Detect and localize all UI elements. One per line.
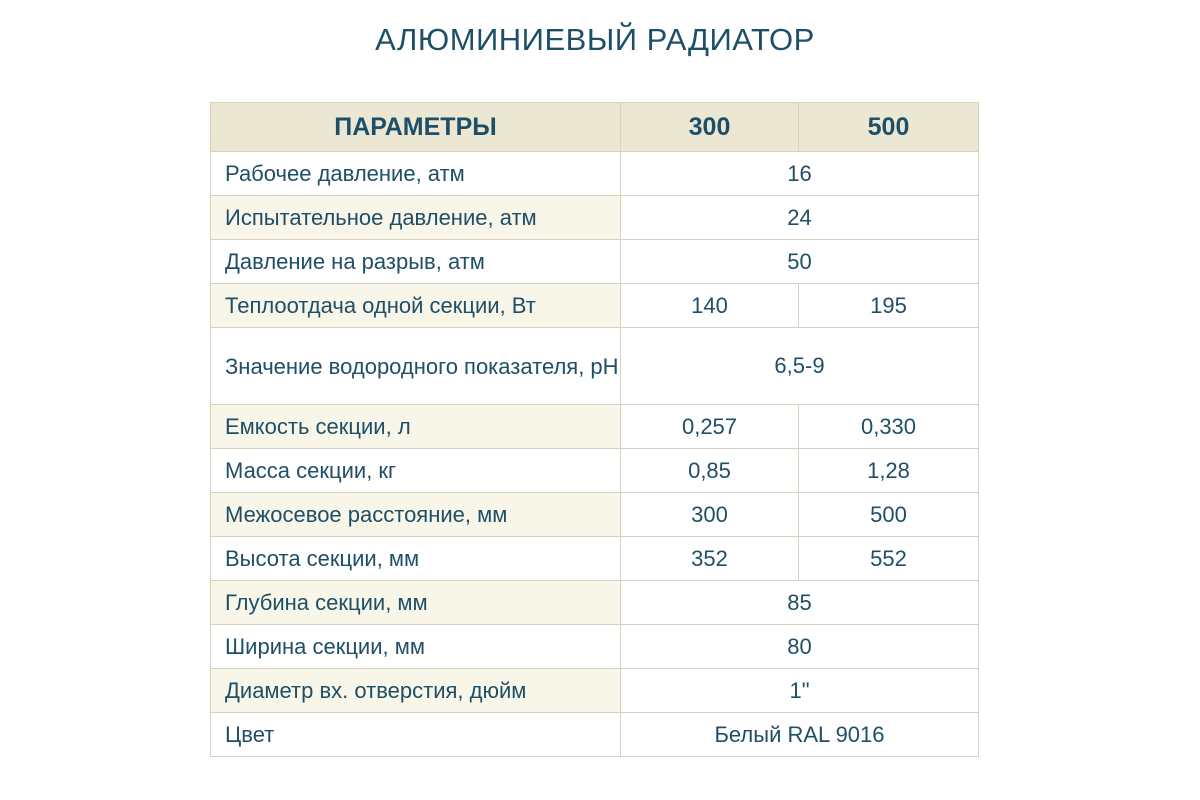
row-value: 80 [621,625,979,669]
row-value: 24 [621,196,979,240]
row-value-300: 352 [621,537,799,581]
row-value: Белый RAL 9016 [621,713,979,757]
row-value: 1" [621,669,979,713]
row-label: Межосевое расстояние, мм [211,493,621,537]
table-row [211,713,979,757]
row-label: Рабочее давление, атм [211,152,621,196]
table-row [211,196,979,240]
row-value: 6,5-9 [621,328,979,405]
row-label: Высота секции, мм [211,537,621,581]
table-row [211,449,979,493]
row-label: Значение водородного показателя, pH [211,328,621,405]
table-row [211,581,979,625]
row-value-500: 552 [799,537,979,581]
header-model-300: 300 [621,103,799,152]
row-value-300: 0,257 [621,405,799,449]
row-value-500: 500 [799,493,979,537]
row-value-500: 0,330 [799,405,979,449]
row-value-300: 140 [621,284,799,328]
row-label: Цвет [211,713,621,757]
table-row [211,152,979,196]
row-label: Диаметр вх. отверстия, дюйм [211,669,621,713]
specifications-table [210,102,979,757]
row-value: 85 [621,581,979,625]
table-row [211,405,979,449]
row-value-300: 0,85 [621,449,799,493]
table-row [211,625,979,669]
table-row [211,493,979,537]
table-row [211,537,979,581]
header-model-500: 500 [799,103,979,152]
table-row [211,240,979,284]
row-label: Глубина секции, мм [211,581,621,625]
row-label: Испытательное давление, атм [211,196,621,240]
header-parameters: ПАРАМЕТРЫ [211,103,621,152]
row-value-500: 1,28 [799,449,979,493]
row-value: 50 [621,240,979,284]
row-label: Емкость секции, л [211,405,621,449]
table-row [211,284,979,328]
table-row [211,669,979,713]
row-label: Ширина секции, мм [211,625,621,669]
table-header-row [211,103,979,152]
row-label: Давление на разрыв, атм [211,240,621,284]
row-label: Теплоотдача одной секции, Вт [211,284,621,328]
row-value: 16 [621,152,979,196]
page-title: АЛЮМИНИЕВЫЙ РАДИАТОР [375,22,815,57]
row-value-500: 195 [799,284,979,328]
row-label: Масса секции, кг [211,449,621,493]
table-row [211,328,979,405]
row-value-300: 300 [621,493,799,537]
